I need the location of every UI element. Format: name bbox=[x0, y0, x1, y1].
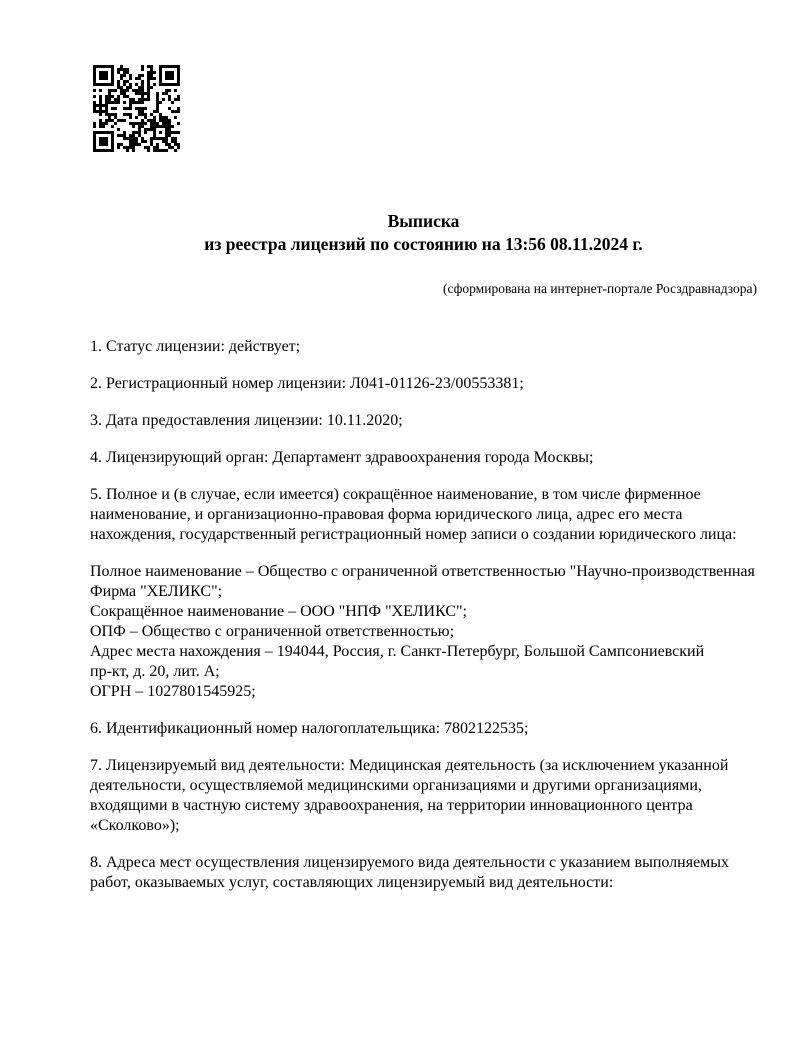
document-content bbox=[90, 210, 757, 910]
paragraph-line: Фирма "ХЕЛИКС"; bbox=[90, 583, 223, 600]
paragraph-line: работ, оказываемых услуг, составляющих лицензируемый вид деятельности: bbox=[90, 874, 614, 891]
paragraph-line: Сокращённое наименование – ООО "НПФ "ХЕЛИКС"; bbox=[90, 603, 467, 620]
paragraph-line: 1. Статус лицензии: действует; bbox=[90, 338, 301, 355]
document-paragraph bbox=[90, 756, 757, 836]
document-paragraph bbox=[90, 853, 757, 893]
paragraph-line: Адрес места нахождения – 194044, Россия, г. Санкт-Петербург, Большой Сампсониевский bbox=[90, 643, 705, 660]
paragraph-line: ОГРН – 1027801545925; bbox=[90, 683, 256, 700]
document-paragraph bbox=[90, 411, 757, 431]
paragraph-line: пр-кт, д. 20, лит. А; bbox=[90, 663, 220, 680]
document-paragraph bbox=[90, 562, 757, 702]
paragraph-line: наименование, и организационно-правовая форма юридического лица, адрес его места bbox=[90, 506, 683, 523]
document-title bbox=[90, 210, 757, 256]
paragraph-line: 8. Адреса мест осуществления лицензируемого вида деятельности с указанием выполняемых bbox=[90, 854, 730, 871]
paragraph-line: ОПФ – Общество с ограниченной ответственностью; bbox=[90, 623, 455, 640]
document-paragraph bbox=[90, 719, 757, 739]
title-line-2: из реестра лицензий по состоянию на 13:56 08.11.2024 г. bbox=[204, 234, 643, 254]
paragraph-line: 2. Регистрационный номер лицензии: Л041-01126-23/00553381; bbox=[90, 375, 524, 392]
paragraph-line: нахождения, государственный регистрационный номер записи о создании юридического лица: bbox=[90, 526, 737, 543]
qr-code-icon bbox=[93, 65, 180, 152]
title-line-1: Выписка bbox=[387, 211, 460, 231]
paragraph-line: 7. Лицензируемый вид деятельности: Медицинская деятельность (за исключением указанной bbox=[90, 757, 729, 774]
document-paragraph bbox=[90, 485, 757, 545]
paragraph-line: деятельности, осуществляемой медицинскими организациями и другими организациями, bbox=[90, 777, 702, 794]
paragraph-line: 5. Полное и (в случае, если имеется) сокращённое наименование, в том числе фирменное bbox=[90, 486, 701, 503]
document-paragraph bbox=[90, 448, 757, 468]
paragraph-line: 6. Идентификационный номер налогоплательщика: 7802122535; bbox=[90, 720, 529, 737]
document-paragraph bbox=[90, 374, 757, 394]
document-body bbox=[90, 337, 757, 893]
paragraph-line: «Сколково»); bbox=[90, 817, 180, 834]
document-paragraph bbox=[90, 337, 757, 357]
document-subtitle: (сформирована на интернет-портале Росздравнадзора) bbox=[442, 281, 757, 296]
paragraph-line: 4. Лицензирующий орган: Департамент здравоохранения города Москвы; bbox=[90, 449, 594, 466]
paragraph-line: Полное наименование – Общество с ограниченной ответственностью "Научно-производственная bbox=[90, 563, 755, 580]
paragraph-line: 3. Дата предоставления лицензии: 10.11.2020; bbox=[90, 412, 403, 429]
paragraph-line: входящими в частную систему здравоохранения, на территории инновационного центра bbox=[90, 797, 693, 814]
